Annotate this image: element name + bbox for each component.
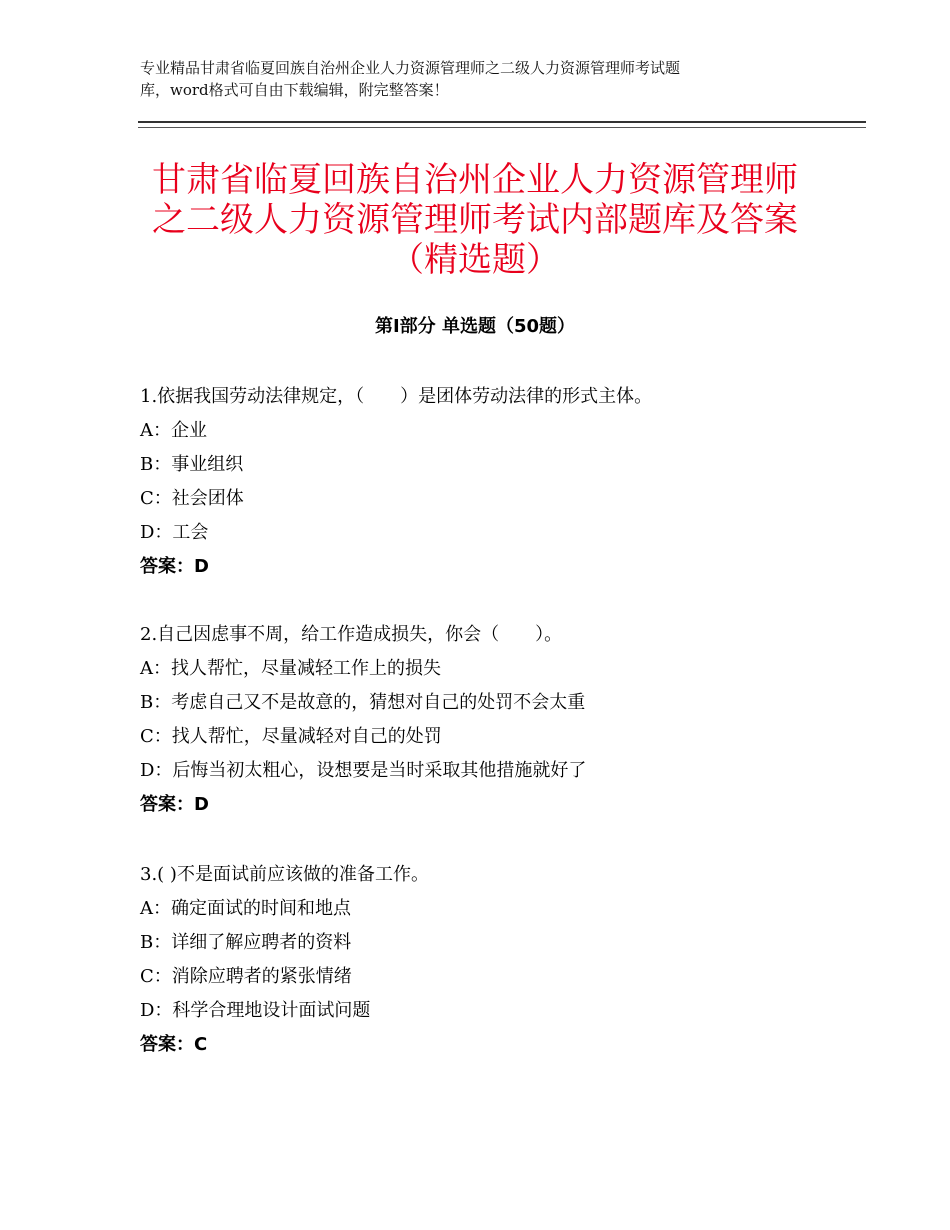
question-stem: 1.依据我国劳动法律规定，（ ）是团体劳动法律的形式主体。 — [140, 386, 653, 407]
option-a: A：找人帮忙，尽量减轻工作上的损失 — [140, 658, 441, 679]
option-c: C：消除应聘者的紧张情绪 — [140, 966, 352, 987]
header-note-line: 库，word格式可自由下载编辑，附完整答案！ — [140, 81, 449, 99]
option-b: B：考虑自己又不是故意的，猜想对自己的处罚不会太重 — [140, 692, 586, 713]
option-a: A：企业 — [140, 420, 207, 441]
header-rule-thin — [138, 127, 866, 128]
question-stem: 2.自己因虑事不周，给工作造成损失，你会（ ）。 — [140, 624, 563, 645]
answer: 答案：C — [140, 1034, 208, 1055]
section-title: 第Ⅰ部分 单选题（50题） — [374, 316, 575, 337]
question-stem: 3.( )不是面试前应该做的准备工作。 — [140, 864, 429, 885]
title-line: （精选题） — [390, 240, 560, 280]
header-note-line: 专业精品甘肃省临夏回族自治州企业人力资源管理师之二级人力资源管理师考试题 — [140, 59, 681, 77]
answer: 答案：D — [140, 794, 209, 815]
document-title — [80, 160, 870, 280]
option-d: D：科学合理地设计面试问题 — [140, 1000, 371, 1021]
header-rule-thick — [138, 121, 866, 123]
title-line: 甘肃省临夏回族自治州企业人力资源管理师 — [152, 160, 798, 200]
title-line: 之二级人力资源管理师考试内部题库及答案 — [152, 200, 798, 240]
option-b: B：事业组织 — [140, 454, 244, 475]
question-block — [140, 858, 429, 1062]
option-c: C：社会团体 — [140, 488, 244, 509]
question-block — [140, 380, 652, 584]
option-c: C：找人帮忙，尽量减轻对自己的处罚 — [140, 726, 442, 747]
answer: 答案：D — [140, 556, 209, 577]
option-d: D：后悔当初太粗心，设想要是当时采取其他措施就好了 — [140, 760, 587, 781]
option-d: D：工会 — [140, 522, 209, 543]
header-note — [140, 57, 820, 101]
option-b: B：详细了解应聘者的资料 — [140, 932, 352, 953]
option-a: A：确定面试的时间和地点 — [140, 898, 351, 919]
question-block — [140, 618, 586, 822]
